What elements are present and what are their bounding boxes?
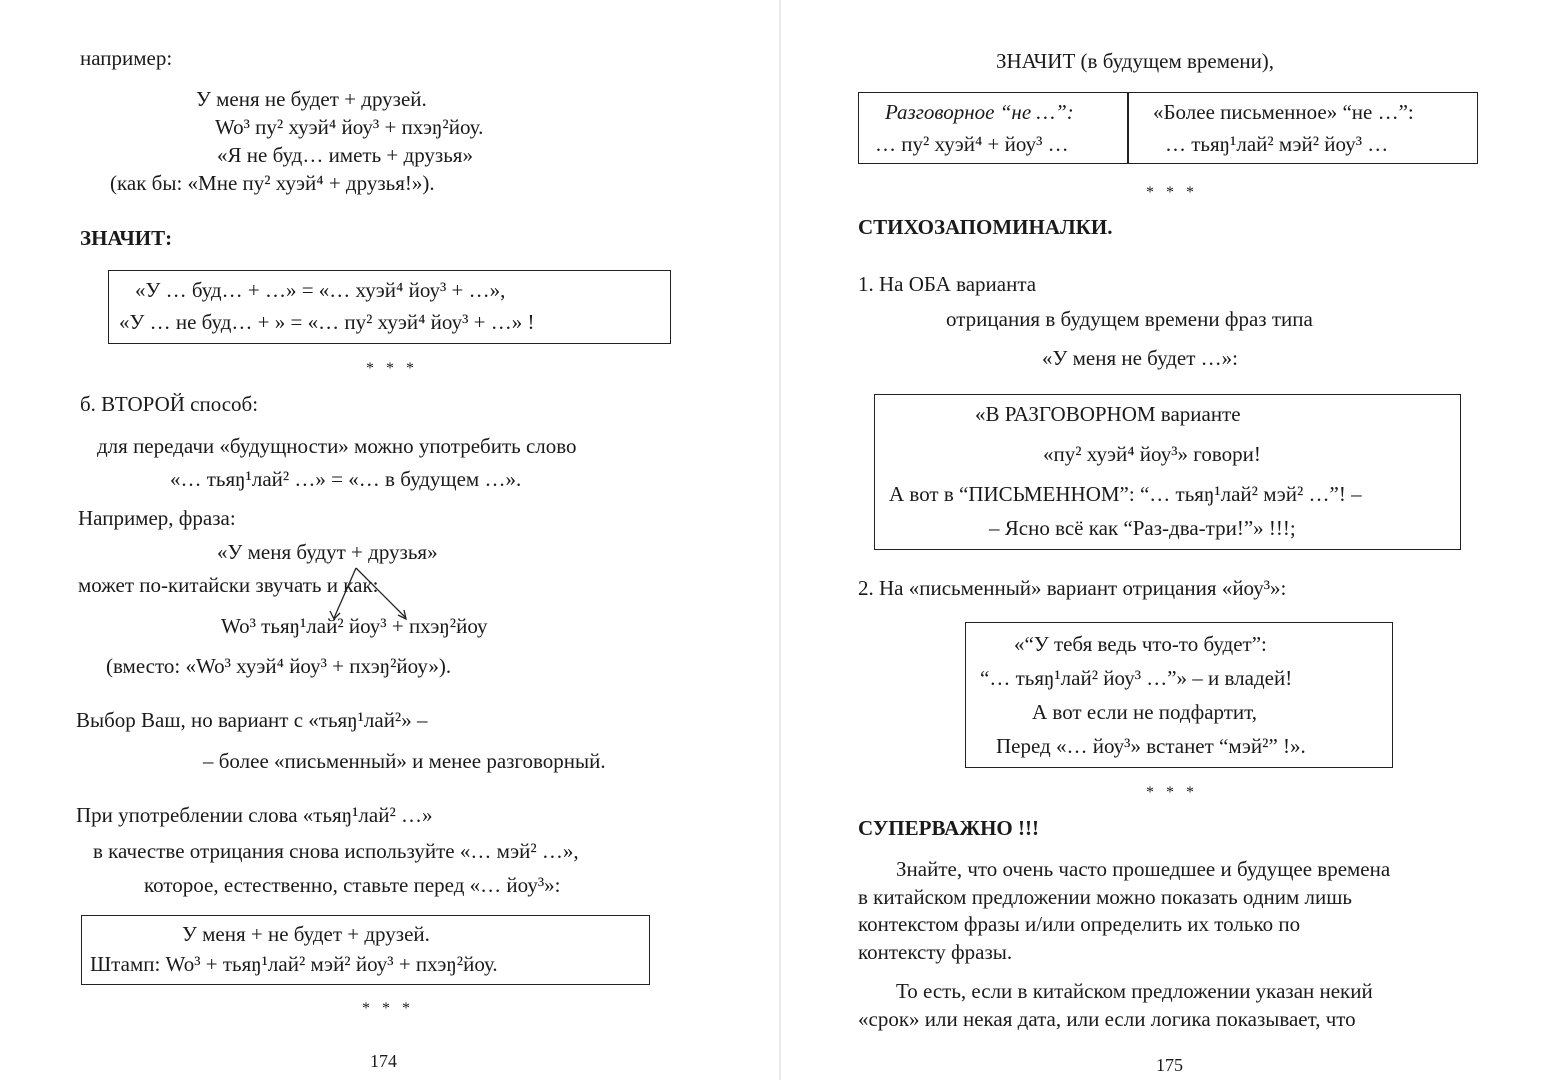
formula-row-1: «У … буд… + …» = «… хуэй⁴ йоу³ + …», <box>135 278 506 302</box>
para1-line-3: контекстом фразы и/или определить их только по <box>858 912 1301 936</box>
right-separator-stars-1: * * * <box>1146 184 1198 201</box>
second-way-heading: б. ВТОРОЙ способ: <box>80 392 259 416</box>
verse-box-1 <box>874 394 1461 550</box>
right-separator-stars-2: * * * <box>1146 784 1198 801</box>
verse1-line-1: «В РАЗГОВОРНОМ варианте <box>975 402 1241 426</box>
formula-row-2: «У … не буд… + » = «… пу² хуэй⁴ йоу³ + …» ! <box>119 310 535 334</box>
formula-box <box>108 270 671 344</box>
stamp-row-2: Штамп: Wo³ + тьяŋ¹лай² мэй² йоу³ + пхэŋ²йоу. <box>90 952 498 976</box>
verse1-line-4: – Ясно всё как “Раз-два-три!”» !!!; <box>989 516 1296 540</box>
page-number-right: 175 <box>1156 1055 1183 1075</box>
verse1-line-3: А вот в “ПИСЬМЕННОМ”: “… тьяŋ¹лай² мэй² …”! – <box>889 482 1362 506</box>
item1-line-1: 1. На ОБА варианта <box>858 272 1037 296</box>
paragraph-line-7: (вместо: «Wo³ хуэй⁴ йоу³ + пхэŋ²йоу»). <box>106 654 452 678</box>
paragraph-line-4: «У меня будут + друзья» <box>217 540 438 564</box>
page-number-left: 174 <box>370 1051 397 1071</box>
verse2-line-4: Перед «… йоу³» встанет “мэй²” !». <box>996 734 1306 758</box>
verse2-line-3: А вот если не подфартит, <box>1032 700 1258 724</box>
para2-line-1: То есть, если в китайском предложении указан некий <box>896 979 1373 1003</box>
stamp-box <box>81 915 650 985</box>
verse2-line-2: “… тьяŋ¹лай² йоу³ …”» – и владей! <box>980 666 1293 690</box>
separator-stars-2: * * * <box>362 1000 414 1017</box>
table-col2-row2: … тьяŋ¹лай² мэй² йоу³ … <box>1165 132 1389 156</box>
item2-line: 2. На «письменный» вариант отрицания «йоу³»: <box>858 576 1287 600</box>
stamp-row-1: У меня + не будет + друзей. <box>182 922 430 946</box>
right-heading: ЗНАЧИТ (в будущем времени), <box>996 49 1275 73</box>
paragraph-line-12: которое, естественно, ставьте перед «… йоу³»: <box>144 873 561 897</box>
table-col1-row2: … пу² хуэй⁴ + йоу³ … <box>875 132 1069 156</box>
item1-line-2: отрицания в будущем времени фраз типа <box>946 307 1313 331</box>
paragraph-line-10: При употреблении слова «тьяŋ¹лай² …» <box>76 803 433 827</box>
right-page <box>780 0 1560 1080</box>
table-col2-row1: «Более письменное» “не …”: <box>1153 100 1414 124</box>
separator-stars-1: * * * <box>366 360 418 377</box>
table-divider <box>1127 93 1129 163</box>
znachit-heading: ЗНАЧИТ: <box>80 226 173 250</box>
paragraph-line-9: – более «письменный» и менее разговорный. <box>203 749 606 773</box>
example-row-2: Wo³ пу² хуэй⁴ йоу³ + пхэŋ²йоу. <box>215 115 484 139</box>
example-row-1: У меня не будет + друзей. <box>196 87 427 111</box>
verse1-line-2: «пу² хуэй⁴ йоу³» говори! <box>1043 442 1261 466</box>
para1-line-2: в китайском предложении можно показать одним лишь <box>858 885 1352 909</box>
superimportant-heading: СУПЕРВАЖНО !!! <box>858 816 1039 840</box>
paragraph-line-3: Например, фраза: <box>78 506 236 530</box>
paragraph-line-8: Выбор Ваш, но вариант с «тьяŋ¹лай²» – <box>76 708 428 732</box>
paragraph-line-11: в качестве отрицания снова используйте «… мэй² …», <box>93 839 579 863</box>
paragraph-line-1: для передачи «будущности» можно употребить слово <box>97 434 577 458</box>
para1-line-1: Знайте, что очень часто прошедшее и будущее времена <box>896 857 1391 881</box>
paragraph-line-2: «… тьяŋ¹лай² …» = «… в будущем …». <box>170 467 522 491</box>
table-col1-row1: Разговорное “не …”: <box>885 100 1074 124</box>
item1-line-3: «У меня не будет …»: <box>1042 346 1239 370</box>
para1-line-4: контексту фразы. <box>858 940 1013 964</box>
verse-box-2 <box>965 622 1393 768</box>
comparison-table <box>858 92 1478 164</box>
intro-text: например: <box>80 46 173 70</box>
paragraph-line-5: может по-китайски звучать и как: <box>78 573 379 597</box>
example-row-3: «Я не буд… иметь + друзья» <box>217 143 473 167</box>
para2-line-2: «срок» или некая дата, или если логика показывает, что <box>858 1007 1356 1031</box>
paragraph-line-6: Wo³ тьяŋ¹лай² йоу³ + пхэŋ²йоу <box>221 614 488 638</box>
example-row-4: (как бы: «Мне пу² хуэй⁴ + друзья!»). <box>110 171 435 195</box>
section-heading: СТИХОЗАПОМИНАЛКИ. <box>858 215 1113 239</box>
verse2-line-1: «“У тебя ведь что-то будет”: <box>1014 632 1267 656</box>
